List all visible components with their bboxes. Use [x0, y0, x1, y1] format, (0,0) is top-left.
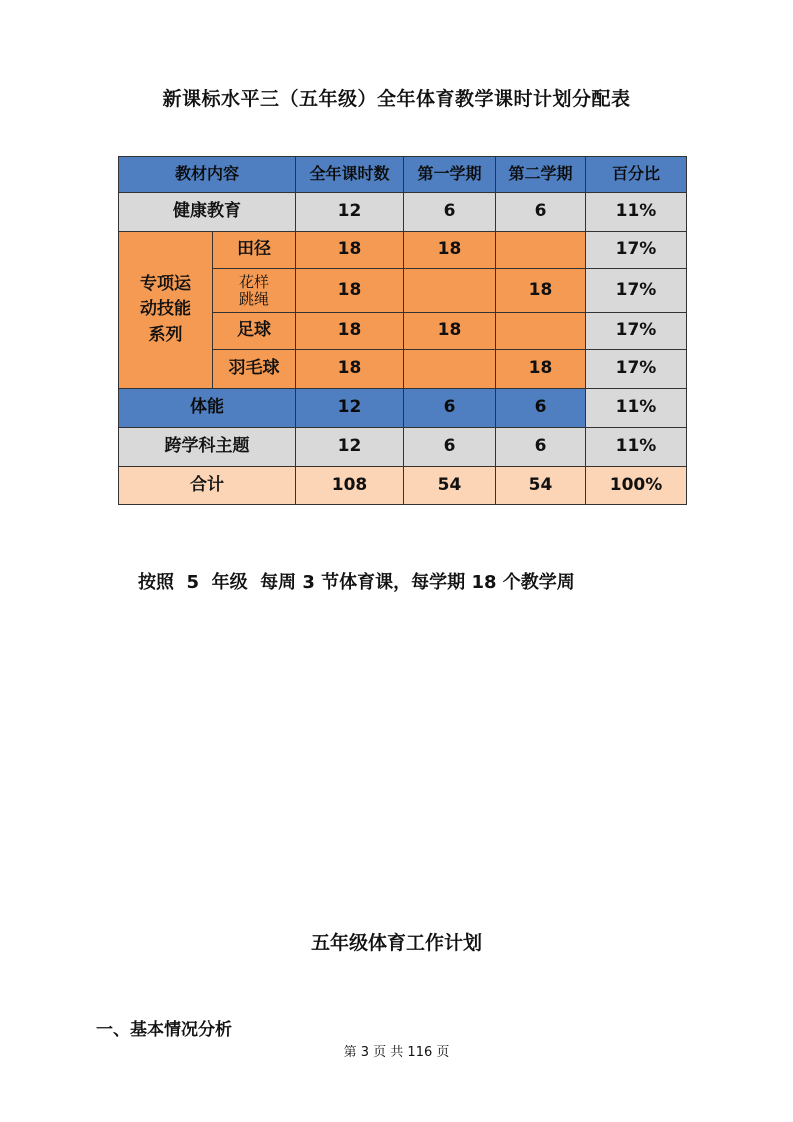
- table-row-fitness: [119, 389, 687, 428]
- table-row-skill: [119, 232, 687, 269]
- cell-percent: 17%: [586, 313, 687, 350]
- cell-term1: 18: [404, 232, 496, 269]
- cell-term1: 54: [404, 467, 496, 505]
- table-row-cross: [119, 428, 687, 467]
- cell-term1: 18: [404, 313, 496, 350]
- cell-term1: 6: [404, 193, 496, 232]
- row-label: 体能: [119, 389, 296, 428]
- cell-term1: 6: [404, 428, 496, 467]
- schedule-note: 按照 5 年级 每周 3 节体育课，每学期 18 个教学周: [138, 572, 575, 593]
- header-percent: 百分比: [586, 157, 687, 193]
- cell-term2: 54: [496, 467, 586, 505]
- cell-term1: [404, 269, 496, 313]
- cell-term2: 6: [496, 193, 586, 232]
- schedule-table: [118, 156, 687, 505]
- header-total: 全年课时数: [296, 157, 404, 193]
- row-label: 羽毛球: [213, 350, 296, 389]
- cell-total: 18: [296, 269, 404, 313]
- row-label: 跨学科主题: [119, 428, 296, 467]
- header-content: 教材内容: [119, 157, 296, 193]
- table-row-sum: [119, 467, 687, 505]
- cell-total: 12: [296, 428, 404, 467]
- skills-group-label: 专项运 动技能 系列: [119, 232, 213, 389]
- row-label: 田径: [213, 232, 296, 269]
- header-term2: 第二学期: [496, 157, 586, 193]
- row-label: 花样 跳绳: [213, 269, 296, 313]
- cell-total: 12: [296, 389, 404, 428]
- cell-percent: 17%: [586, 269, 687, 313]
- cell-percent: 17%: [586, 350, 687, 389]
- cell-percent: 17%: [586, 232, 687, 269]
- cell-total: 108: [296, 467, 404, 505]
- section-heading: 一、基本情况分析: [96, 1020, 232, 1040]
- row-label: 合计: [119, 467, 296, 505]
- row-label: 足球: [213, 313, 296, 350]
- cell-total: 18: [296, 350, 404, 389]
- cell-total: 18: [296, 232, 404, 269]
- cell-percent: 11%: [586, 428, 687, 467]
- cell-percent: 100%: [586, 467, 687, 505]
- cell-term1: [404, 350, 496, 389]
- cell-total: 12: [296, 193, 404, 232]
- cell-term2: 6: [496, 428, 586, 467]
- document-title: 新课标水平三（五年级）全年体育教学课时计划分配表: [162, 88, 631, 110]
- section-title: 五年级体育工作计划: [310, 932, 482, 954]
- cell-term2: 18: [496, 269, 586, 313]
- row-label: 健康教育: [119, 193, 296, 232]
- cell-percent: 11%: [586, 389, 687, 428]
- cell-term2: 6: [496, 389, 586, 428]
- cell-term2: [496, 313, 586, 350]
- cell-term2: 18: [496, 350, 586, 389]
- table-row-health: [119, 193, 687, 232]
- cell-total: 18: [296, 313, 404, 350]
- header-term1: 第一学期: [404, 157, 496, 193]
- cell-percent: 11%: [586, 193, 687, 232]
- cell-term1: 6: [404, 389, 496, 428]
- page-footer: 第 3 页 共 116 页: [343, 1045, 450, 1060]
- cell-term2: [496, 232, 586, 269]
- table-header-row: [119, 157, 687, 193]
